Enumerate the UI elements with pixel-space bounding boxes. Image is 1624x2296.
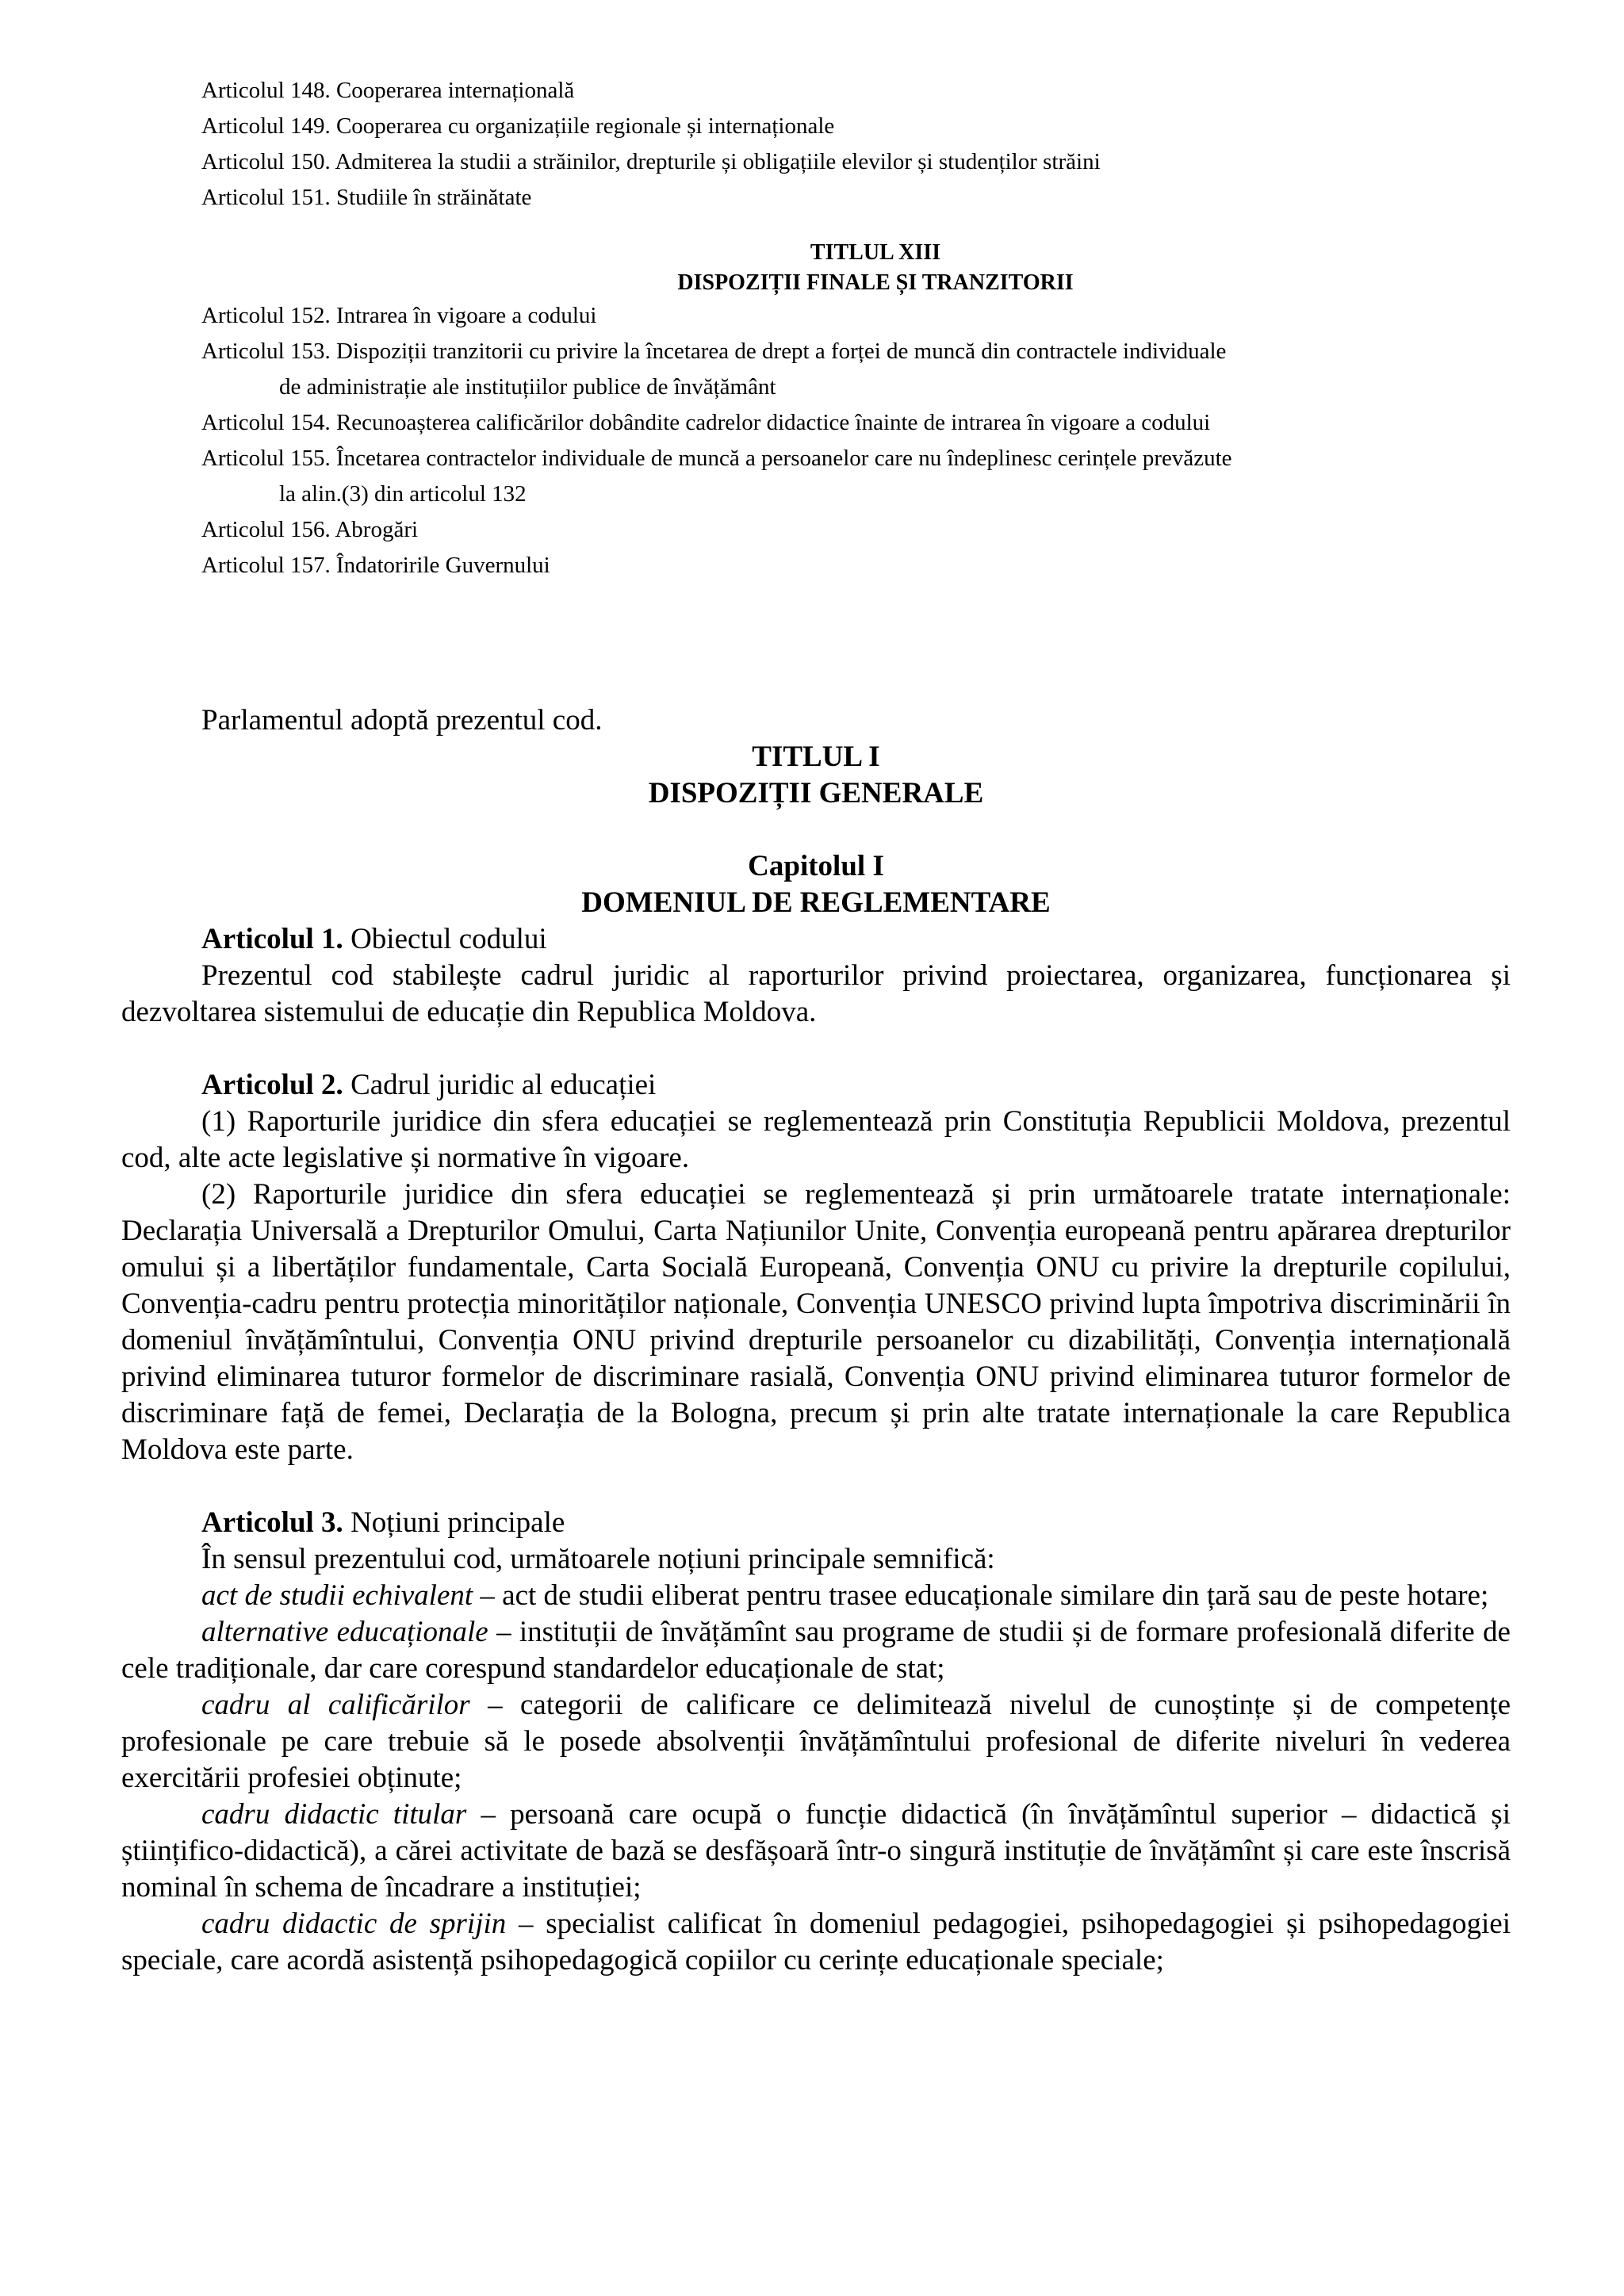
definition-term: act de studii echivalent	[201, 1579, 473, 1612]
toc-entry: Articolul 151. Studiile în străinătate	[201, 185, 532, 210]
article-paragraph: (2) Raporturile juridice din sfera educației se reglementează și prin următoarele tratate internaționale: Declarația Universală a Drepturilor Omului, Carta Națiunilor Unite, Convenția europeană pentru apărarea drepturilor omului și a libertăților fundamentale, Carta Socială Europeană, Convenția ONU cu privire la drepturile copilului, Convenția-cadru pentru protecția minorităților naționale, Convenția UNESCO privind lupta împotriva discriminării în domeniul învățămîntului, Convenția ONU privind drepturile persoanelor cu dizabilități, Convenția internațională privind eliminarea tuturor formelor de discriminare rasială, Convenția ONU privind eliminarea tuturor formelor de discriminare față de femei, Declarația de la Bologna, precum și prin alte tratate internaționale la care Republica Moldova este parte.	[121, 1178, 1511, 1466]
toc-title-number: TITLUL XIII	[810, 240, 941, 265]
article-number: Articolul 2.	[201, 1069, 343, 1101]
definition	[121, 1687, 1511, 1797]
articles-body	[121, 921, 1511, 1979]
definition-term: alternative educaționale	[201, 1616, 488, 1648]
article-paragraph: (1) Raporturile juridice din sfera educației se reglementează prin Constituția Republicii Moldova, prezentul cod, alte acte legislative și normative în vigoare.	[121, 1105, 1511, 1174]
toc-entry: Articolul 156. Abrogări	[201, 517, 419, 542]
article-number: Articolul 3.	[201, 1506, 343, 1539]
table-of-contents	[201, 73, 1454, 584]
toc-entry: Articolul 157. Îndatoririle Guvernului	[201, 553, 550, 578]
adoption-statement: Parlamentul adoptă prezentul cod.	[201, 704, 603, 737]
definition-term: cadru didactic titular	[201, 1798, 467, 1831]
definition-term: cadru al calificărilor	[201, 1689, 470, 1721]
definition-text: – specialist calificat în domeniul pedagogiei, psihopedagogiei și psihopedagogiei speciale, care acordă asistență psihopedagogică copiilor cu cerințe educaționale speciale;	[121, 1908, 1511, 1976]
chapter-name: DOMENIUL DE REGLEMENTARE	[581, 886, 1051, 919]
article-paragraph: Prezentul cod stabilește cadrul juridic al raporturilor privind proiectarea, organizarea, funcționarea și dezvoltarea sistemului de educație din Republica Moldova.	[121, 959, 1511, 1028]
article-title: Obiectul codului	[343, 923, 547, 955]
definition	[121, 1797, 1511, 1906]
toc-entry-continuation: la alin.(3) din articolul 132	[279, 481, 527, 507]
title-name: DISPOZIȚII GENERALE	[648, 777, 984, 809]
definition-text: – categorii de calificare ce delimitează nivelul de cunoștințe și de competențe profesionale pe care trebuie să le posede absolvenții învățămîntului profesional de diferite niveluri în vederea exercitării profesiei obținute;	[121, 1689, 1511, 1794]
definition-text: – act de studii eliberat pentru trasee educaționale similare din țară sau de peste hotare;	[473, 1579, 1489, 1612]
toc-entry: Articolul 152. Intrarea în vigoare a codului	[201, 303, 597, 328]
article-paragraph: În sensul prezentului cod, următoarele noțiuni principale semnifică:	[201, 1543, 995, 1575]
toc-entry: Articolul 150. Admiterea la studii a străinilor, drepturile și obligațiile elevilor și studenților străini	[201, 149, 1101, 174]
toc-entry: Articolul 155. Încetarea contractelor individuale de muncă a persoanelor care nu îndeplinesc cerințele prevăzute	[201, 446, 1232, 471]
article-heading	[121, 921, 1511, 958]
definition-text: – persoană care ocupă o funcție didactică (în învățămîntul superior – didactică și științifico-didactică), a cărei activitate de bază se desfășoară într-o singură instituție de învățămînt și care este înscrisă nominal în schema de încadrare a instituției;	[121, 1798, 1511, 1904]
definition-text: – instituții de învățămînt sau programe de studii și de formare profesională diferite de cele tradiționale, dar care corespund standardelor educaționale de stat;	[121, 1616, 1511, 1685]
toc-title-name: DISPOZIȚII FINALE ȘI TRANZITORII	[677, 270, 1074, 295]
definition-term: cadru didactic de sprijin	[201, 1908, 507, 1940]
chapter-number: Capitolul I	[748, 850, 884, 882]
article-title: Cadrul juridic al educației	[343, 1069, 657, 1101]
toc-entry: Articolul 154. Recunoașterea calificărilor dobândite cadrelor didactice înainte de intrarea în vigoare a codului	[201, 410, 1211, 435]
article-heading	[121, 1067, 1511, 1104]
article-number: Articolul 1.	[201, 923, 343, 955]
article-heading	[121, 1505, 1511, 1541]
article-title: Noțiuni principale	[343, 1506, 565, 1539]
toc-entry: Articolul 148. Cooperarea internațională	[201, 78, 575, 103]
definition	[121, 1614, 1511, 1687]
definition	[121, 1578, 1511, 1614]
title-number: TITLUL I	[752, 740, 880, 773]
toc-entry-continuation: de administrație ale instituțiilor publice de învățământ	[279, 374, 776, 400]
toc-entry: Articolul 153. Dispoziții tranzitorii cu privire la încetarea de drept a forței de muncă din contractele individuale	[201, 339, 1227, 364]
definition	[121, 1906, 1511, 1979]
toc-entry: Articolul 149. Cooperarea cu organizațiile regionale și internaționale	[201, 113, 835, 139]
